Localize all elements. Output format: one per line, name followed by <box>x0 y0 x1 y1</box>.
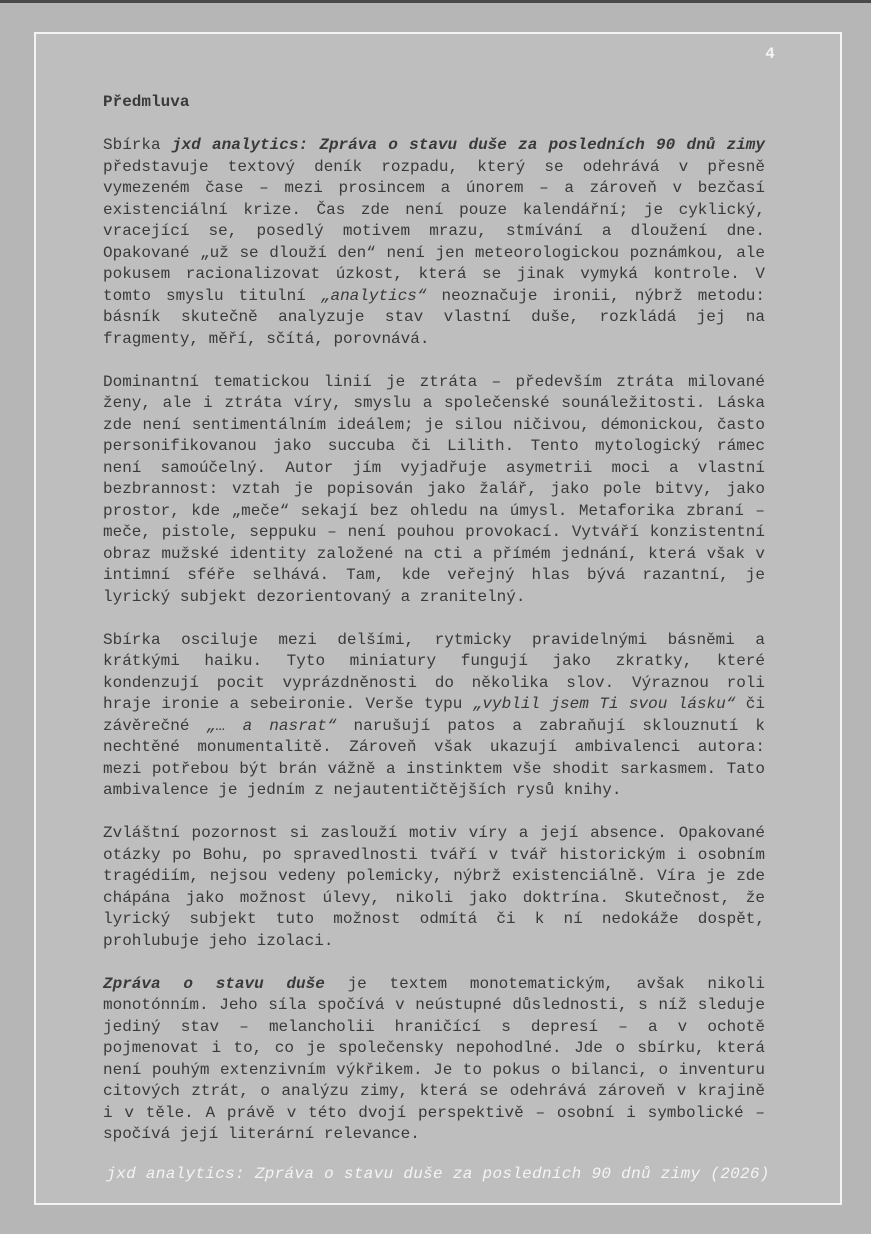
paragraph-text: narušují patos a zabraňují sklouznutí k nechtěné monumentalitě. Zároveň však ukazují ambivalenci autora: mezi potřebou být brán vážně a instinktem vše shodit sarkasmem. Tato ambivalence je jedním z nejautentičtějších rysů knihy. <box>103 716 766 799</box>
paragraph <box>103 372 765 609</box>
paragraph-text: Sbírka <box>103 136 172 154</box>
paragraph <box>103 823 765 952</box>
footer-book-title: jxd analytics: Zpráva o stavu duše za posledních 90 dnů zimy (2026) <box>106 1165 770 1183</box>
paragraph-text: neoznačuje ironii, nýbrž metodu: básník skutečně analyzuje stav vlastní duše, rozkládá jej na fragmenty, měří, sčítá, porovnává. <box>103 286 765 348</box>
paragraph <box>103 630 765 802</box>
paragraph-emphasis: „vyblil jsem Ti svou lásku“ <box>472 695 736 713</box>
window-top-strip <box>0 0 871 3</box>
page-content <box>103 92 765 1167</box>
paragraph-emphasis: jxd analytics: Zpráva o stavu duše za posledních 90 dnů zimy <box>171 136 766 154</box>
paragraph <box>103 135 765 350</box>
paragraph-text: či závěrečné <box>103 695 765 735</box>
paragraph-text: je textem monotematickým, avšak nikoli monotónním. Jeho síla spočívá v neústupné důslednosti, s níž sleduje jediný stav – melancholii hraničící s depresí – a v ochotě pojmenovat i to, co je společensky nepohodlné. Jde o sbírku, která není pouhým extenzivním výkřikem. Je to pokus o bilanci, o inventuru citových ztrát, o analýzu zimy, která se odehrává zároveň v krajině i v těle. A právě v této dvojí perspektivě – osobní i symbolické – spočívá její literární relevance. <box>103 974 765 1143</box>
page-title: Předmluva <box>103 93 190 111</box>
paragraph-text: Sbírka osciluje mezi delšími, rytmicky pravidelnými básněmi a krátkými haiku. Tyto miniatury fungují jako zkratky, které kondenzují pocit vyprázdněnosti do několika slov. Výraznou roli hraje ironie a sebeironie. Verše typu <box>103 630 765 713</box>
paragraph <box>103 974 765 1146</box>
paragraph-emphasis: Zpráva o stavu duše <box>103 974 325 993</box>
paragraph-text: Dominantní tematickou linií je ztráta – především ztráta milované ženy, ale i ztráta víry, smyslu a společenské sounáležitosti. Láska zde není sentimentálním ideálem; je silou ničivou, démonickou, často personifikovanou jako succuba či Lilith. Tento mytologický rámec není samoúčelný. Autor jím vyjadřuje asymetrii moci a vlastní bezbrannost: vztah je popisován jako žalář, jako pole bitvy, jako prostor, kde „meče“ sekají bez ohledu na úmysl. Metaforika zbraní – meče, pistole, seppuku – není pouhou provokací. Vytváří konzistentní obraz mužské identity založené na cti a přímém jednání, která však v intimní sféře selhává. Tam, kde veřejný hlas bývá razantní, je lyrický subjekt dezorientovaný a zranitelný. <box>103 372 765 606</box>
page-number: 4 <box>765 45 775 63</box>
paragraph-emphasis: „analytics“ <box>320 286 427 305</box>
paragraph-emphasis: „… a nasrat“ <box>206 716 337 735</box>
paragraph-text: Zvláštní pozornost si zaslouží motiv víry a její absence. Opakované otázky po Bohu, po spravedlnosti tváří v tvář historickým i osobním tragédiím, nejsou vedeny polemicky, nýbrž existenciálně. Víra je zde chápána jako možnost úlevy, nikoli jako doktrína. Skutečnost, že lyrický subjekt tuto možnost odmítá či k ní nedokáže dospět, prohlubuje jeho izolaci. <box>103 824 765 950</box>
paragraphs <box>103 135 765 1146</box>
paragraph-text: představuje textový deník rozpadu, který se odehrává v přesně vymezeném čase – mezi prosincem a únorem – a zároveň v bezčasí existenciální krize. Čas zde není pouze kalendářní; je cyklický, vracející se, posedlý motivem mrazu, stmívání a dloužení dne. Opakované „už se dlouží den“ není jen meteorologickou poznámkou, ale pokusem racionalizovat úzkost, která se jinak vymyká kontrole. V tomto smyslu titulní <box>103 157 765 305</box>
